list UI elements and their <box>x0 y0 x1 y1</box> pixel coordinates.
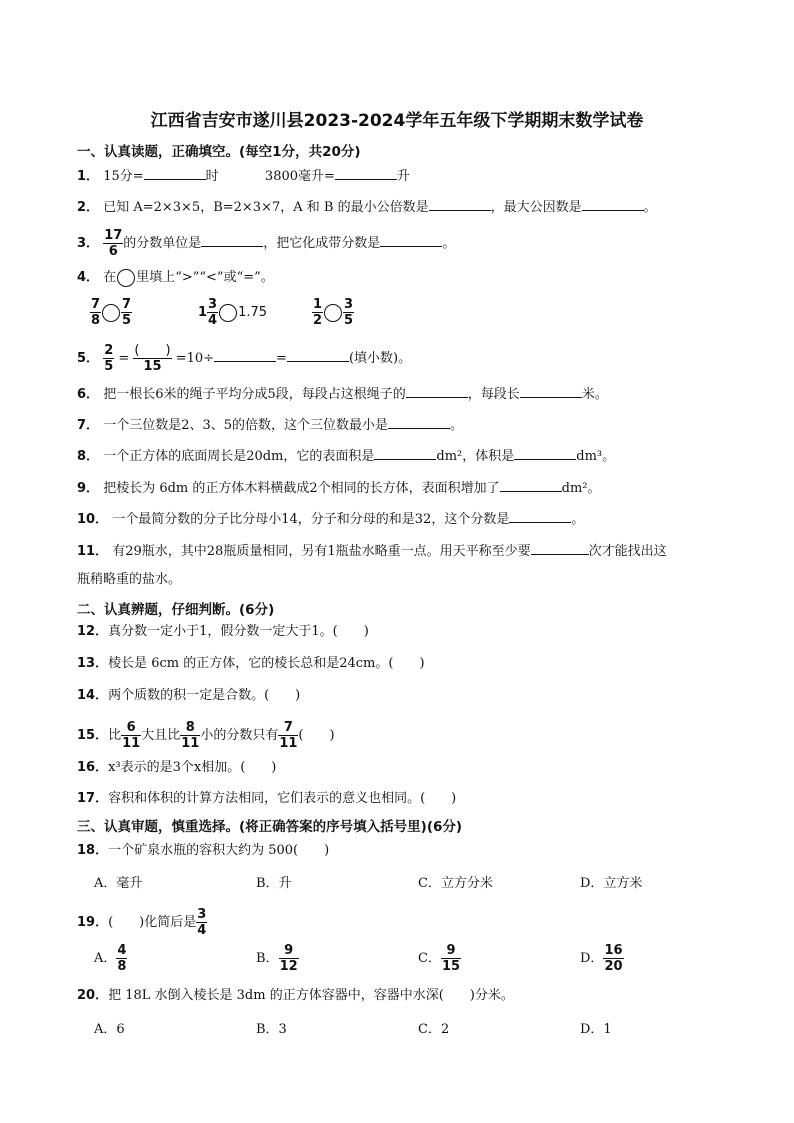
answer-blank[interactable] <box>582 196 644 211</box>
question-12 <box>77 622 369 642</box>
question-text: 。 <box>571 512 585 527</box>
question-number: 20． <box>77 988 109 1003</box>
question-number: 18． <box>77 843 109 858</box>
question-text: dm³。 <box>576 449 616 464</box>
question-14 <box>77 686 300 706</box>
option-c[interactable]: C．2 <box>418 1022 450 1037</box>
question-text: 把 18L 水倒入棱长是 3dm 的正方体容器中，容器中水深( )分米。 <box>108 988 514 1003</box>
question-text: 。 <box>442 236 456 251</box>
question-number: 8． <box>77 449 100 464</box>
question-number: 13． <box>77 656 109 671</box>
question-2 <box>77 196 657 218</box>
compare-item-3: $\frac{1}{2}$ $\frac{3}{5}$ <box>313 297 354 328</box>
answer-blank[interactable] <box>374 445 436 460</box>
option-c[interactable]: C． $\frac{9}{15}$ <box>418 943 461 974</box>
question-4 <box>77 268 274 288</box>
question-1 <box>77 165 410 187</box>
question-text: =10÷ <box>175 351 215 366</box>
question-number: 4． <box>77 270 100 285</box>
question-text: ，每段长 <box>467 387 520 402</box>
question-number: 15． <box>77 728 109 743</box>
question-number: 14． <box>77 688 109 703</box>
question-number: 2． <box>77 200 100 215</box>
question-10 <box>77 508 584 530</box>
question-text: 。 <box>643 200 657 215</box>
question-text: dm²。 <box>561 481 601 496</box>
question-text: 里填上“>”“<”或“=”。 <box>136 270 274 285</box>
question-text: 时 <box>205 169 219 184</box>
section-2-heading: 二、认真辨题，仔细判断。(6分) <box>77 602 275 618</box>
question-18 <box>77 841 329 861</box>
answer-blank[interactable] <box>429 196 491 211</box>
question-number: 9． <box>77 481 100 496</box>
question-8 <box>77 445 615 467</box>
question-5: 5． $\frac{2}{5}$ = $\frac{( )}{15}$ =10÷ = (填小数)。 <box>77 343 412 374</box>
question-20 <box>77 986 514 1006</box>
question-text: 真分数一定小于1，假分数一定大于1。( ) <box>108 624 369 639</box>
question-16 <box>77 758 276 778</box>
question-number: 7． <box>77 418 100 433</box>
compare-circle-icon <box>117 269 135 287</box>
option-c[interactable]: C．立方分米 <box>418 876 493 891</box>
question-text: 棱长是 6cm 的正方体，它的棱长总和是24cm。( ) <box>108 656 425 671</box>
question-number: 17． <box>77 791 109 806</box>
answer-blank[interactable] <box>201 232 263 247</box>
exam-title: 江西省吉安市遂川县2023-2024学年五年级下学期期末数学试卷 <box>150 111 644 131</box>
question-text: 一个最简分数的分子比分母小14，分子和分母的和是32，这个分数是 <box>112 512 510 527</box>
question-text: 升 <box>396 169 410 184</box>
answer-blank[interactable] <box>380 232 442 247</box>
question-text: 一个矿泉水瓶的容积大约为 500( ) <box>108 843 330 858</box>
question-text: 两个质数的积一定是合数。( ) <box>108 688 301 703</box>
question-text: (填小数)。 <box>348 351 412 366</box>
question-text: 一个三位数是2、3、5的倍数，这个三位数最小是 <box>103 418 389 433</box>
answer-blank[interactable] <box>214 347 276 362</box>
question-text: x³表示的是3个x相加。( ) <box>108 760 277 775</box>
answer-blank[interactable] <box>144 165 206 180</box>
question-text: 。 <box>450 418 464 433</box>
question-text: 15分= <box>103 169 144 184</box>
option-b[interactable]: B．3 <box>256 1022 287 1037</box>
section-3-heading: 三、认真审题，慎重选择。(将正确答案的序号填入括号里)(6分) <box>77 819 463 835</box>
answer-blank[interactable] <box>388 414 450 429</box>
question-number: 1． <box>77 169 100 184</box>
question-number: 11． <box>77 544 109 559</box>
option-a[interactable]: A．毫升 <box>94 876 143 891</box>
answer-blank[interactable] <box>335 165 397 180</box>
question-number: 5． <box>77 351 100 366</box>
question-13 <box>77 654 425 674</box>
answer-blank[interactable] <box>514 445 576 460</box>
question-text: ，把它化成带分数是 <box>263 236 381 251</box>
option-b[interactable]: B． $\frac{9}{12}$ <box>256 943 298 974</box>
question-text: 在 <box>103 270 117 285</box>
question-text: 米。 <box>581 387 608 402</box>
question-text: 容积和体积的计算方法相同，它们表示的意义也相同。( ) <box>108 791 457 806</box>
question-text: ，最大公因数是 <box>490 200 582 215</box>
compare-item-2: 1 $\frac{3}{4}$ 1.75 <box>198 297 268 328</box>
question-text: 已知 A=2×3×5，B=2×3×7，A 和 B 的最小公倍数是 <box>103 200 429 215</box>
question-17 <box>77 789 456 809</box>
question-text: 把一根长6米的绳子平均分成5段，每段占这根绳子的 <box>103 387 406 402</box>
section-1-heading: 一、认真读题，正确填空。(每空1分，共20分) <box>77 144 361 160</box>
question-11 <box>77 540 667 562</box>
option-b[interactable]: B．升 <box>256 876 292 891</box>
question-9 <box>77 477 601 499</box>
compare-item-1: $\frac{7}{8}$ $\frac{7}{5}$ <box>91 297 132 328</box>
answer-blank[interactable] <box>520 383 582 398</box>
question-7 <box>77 414 463 436</box>
question-text: 次才能找出这 <box>588 544 667 559</box>
question-text: 的分数单位是 <box>123 236 202 251</box>
answer-blank[interactable] <box>406 383 468 398</box>
question-text: 把棱长为 6dm 的正方体木料横截成2个相同的长方体，表面积增加了 <box>103 481 500 496</box>
question-number: 19． <box>77 915 109 930</box>
answer-blank[interactable] <box>500 477 562 492</box>
compare-circle-input[interactable] <box>219 304 237 322</box>
question-19: 19．( )化简后是 $\frac{3}{4}$ <box>77 907 207 938</box>
option-d[interactable]: D． $\frac{16}{20}$ <box>580 943 623 974</box>
answer-blank[interactable] <box>287 347 349 362</box>
question-number: 10． <box>77 512 109 527</box>
question-6 <box>77 383 608 405</box>
question-3 <box>77 228 455 259</box>
question-11-continued: 瓶稍略重的盐水。 <box>77 572 182 587</box>
answer-blank[interactable] <box>531 540 589 555</box>
option-a[interactable]: A．6 <box>94 1022 125 1037</box>
question-number: 16． <box>77 760 109 775</box>
question-text: 3800毫升= <box>264 169 335 184</box>
answer-blank[interactable] <box>509 508 571 523</box>
question-number: 3． <box>77 236 100 251</box>
question-text: 有29瓶水，其中28瓶质量相同，另有1瓶盐水略重一点。用天平称至少要 <box>112 544 531 559</box>
question-text: dm²，体积是 <box>436 449 515 464</box>
fraction: $\frac{17}{6}$ <box>104 228 123 259</box>
compare-circle-input[interactable] <box>324 304 342 322</box>
question-15: 15．比 $\frac{6}{11}$ 大且比 $\frac{8}{11}$ 小的分数只有 $\frac{7}{11}$ ( ) <box>77 720 335 751</box>
option-d[interactable]: D．立方米 <box>580 876 643 891</box>
question-number: 6． <box>77 387 100 402</box>
question-number: 12． <box>77 624 109 639</box>
question-text: 一个正方体的底面周长是20dm，它的表面积是 <box>103 449 375 464</box>
option-a[interactable]: A． $\frac{4}{8}$ <box>94 943 127 974</box>
compare-circle-input[interactable] <box>102 304 120 322</box>
option-d[interactable]: D．1 <box>580 1022 612 1037</box>
